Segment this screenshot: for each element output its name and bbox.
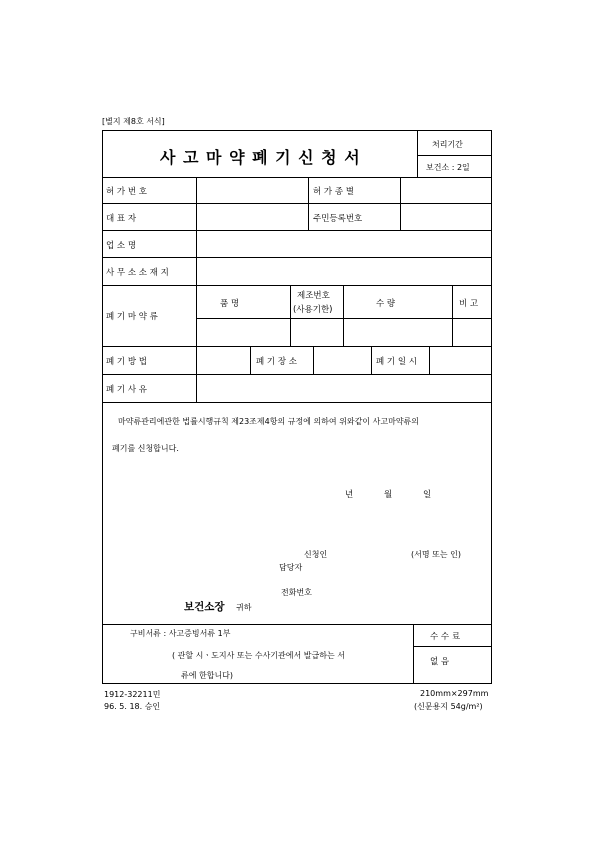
title-divider bbox=[417, 130, 418, 177]
fee-divider bbox=[413, 624, 414, 683]
statement-line-1: 마약류관리에관한 법률시행규칙 제23조제4항의 규정에 의하여 위와같이 사고마약류의 bbox=[118, 417, 420, 426]
row1-mid-divider-b bbox=[400, 177, 401, 230]
phone-label: 전화번호 bbox=[281, 588, 312, 597]
disposal-method-field[interactable] bbox=[198, 348, 248, 372]
disposal-place-label: 폐 기 장 소 bbox=[256, 357, 297, 367]
recipient-name: 보건소장 bbox=[184, 601, 225, 613]
fee-header: 수 수 료 bbox=[430, 632, 461, 642]
quantity-header: 수 량 bbox=[376, 299, 396, 309]
disposal-method-label: 폐 기 방 법 bbox=[106, 357, 147, 367]
permit-type-label: 허 가 종 별 bbox=[313, 187, 354, 197]
item-name-cell[interactable] bbox=[198, 320, 288, 344]
method-divider-3 bbox=[371, 346, 372, 374]
representative-field[interactable] bbox=[198, 205, 306, 228]
batch-number-header: 제조번호 bbox=[297, 291, 330, 301]
row1-mid-divider-a bbox=[308, 177, 309, 230]
date-day-label: 일 bbox=[423, 490, 432, 500]
attachments-line-2: ( 관할 시ㆍ도지사 또는 수사기관에서 발급하는 서 bbox=[172, 651, 345, 660]
disposal-reason-field[interactable] bbox=[198, 376, 490, 400]
approval-date: 96. 5. 18. 승인 bbox=[104, 702, 161, 711]
attachments-line-3: 류에 한합니다) bbox=[181, 671, 234, 680]
note-cell[interactable] bbox=[454, 320, 490, 344]
disposal-date-label: 폐 기 일 시 bbox=[376, 357, 417, 367]
applicant-label: 신청인 bbox=[304, 550, 328, 559]
row-line-2 bbox=[102, 230, 492, 231]
statement-line-2: 폐기를 신청합니다. bbox=[112, 444, 179, 453]
quantity-cell[interactable] bbox=[345, 320, 450, 344]
representative-label: 대 표 자 bbox=[106, 214, 137, 224]
signature-label: (서명 또는 인) bbox=[411, 550, 461, 559]
person-in-charge-label: 담당자 bbox=[279, 563, 303, 572]
date-year-label: 년 bbox=[345, 490, 354, 500]
row-line-1 bbox=[102, 203, 492, 204]
narcotics-mid-line bbox=[196, 318, 492, 319]
label-col-divider bbox=[196, 177, 197, 402]
fee-value: 없 음 bbox=[430, 657, 450, 667]
method-divider-4 bbox=[429, 346, 430, 374]
business-name-field[interactable] bbox=[198, 232, 490, 255]
narcotics-col-divider-2 bbox=[343, 285, 344, 346]
processing-divider bbox=[417, 155, 491, 156]
paper-type: (신문용지 54g/m²) bbox=[414, 702, 483, 711]
expiry-header: (사용기한) bbox=[293, 305, 333, 315]
recipient-suffix: 귀하 bbox=[236, 603, 252, 612]
resident-number-label: 주민등록번호 bbox=[313, 214, 363, 224]
processing-period-value: 보건소 : 2일 bbox=[426, 163, 470, 172]
form-title: 사 고 마 약 폐 기 신 청 서 bbox=[160, 148, 361, 167]
row-line-4 bbox=[102, 285, 492, 286]
business-name-label: 업 소 명 bbox=[106, 241, 137, 251]
disposal-narcotics-label: 폐 기 마 약 류 bbox=[106, 312, 158, 322]
table-right-border bbox=[491, 130, 492, 683]
processing-period-header: 처리기간 bbox=[432, 140, 463, 149]
fee-mid-line bbox=[413, 646, 491, 647]
method-divider-1 bbox=[250, 346, 251, 374]
attachments-line-1: 구비서류 : 사고증빙서류 1부 bbox=[130, 629, 231, 638]
permit-type-field[interactable] bbox=[402, 179, 490, 201]
form-number-label: [별지 제8호 서식] bbox=[102, 117, 165, 126]
disposal-reason-label: 폐 기 사 유 bbox=[106, 385, 147, 395]
table-left-border bbox=[102, 130, 103, 683]
date-month-label: 월 bbox=[384, 490, 393, 500]
note-header: 비 고 bbox=[459, 299, 479, 309]
table-top-border bbox=[102, 130, 492, 131]
row-line-7 bbox=[102, 402, 492, 403]
disposal-date-field[interactable] bbox=[431, 348, 490, 372]
table-bottom-border bbox=[102, 683, 492, 684]
row-line-6 bbox=[102, 374, 492, 375]
method-divider-2 bbox=[313, 346, 314, 374]
permit-number-field[interactable] bbox=[198, 179, 306, 201]
item-name-header: 품 명 bbox=[220, 299, 240, 309]
batch-number-cell[interactable] bbox=[292, 320, 341, 344]
paper-size: 210mm×297mm bbox=[420, 689, 489, 698]
narcotics-col-divider-1 bbox=[290, 285, 291, 346]
permit-number-label: 허 가 번 호 bbox=[106, 187, 147, 197]
narcotics-col-divider-3 bbox=[452, 285, 453, 346]
attachments-top-line bbox=[102, 624, 492, 625]
row-line-3 bbox=[102, 257, 492, 258]
disposal-place-field[interactable] bbox=[315, 348, 369, 372]
office-address-field[interactable] bbox=[198, 259, 490, 283]
resident-number-field[interactable] bbox=[402, 205, 490, 228]
office-address-label: 사 무 소 소 재 지 bbox=[106, 268, 169, 278]
title-bottom-line bbox=[102, 177, 492, 178]
row-line-5 bbox=[102, 346, 492, 347]
form-code: 1912-32211민 bbox=[104, 690, 161, 699]
